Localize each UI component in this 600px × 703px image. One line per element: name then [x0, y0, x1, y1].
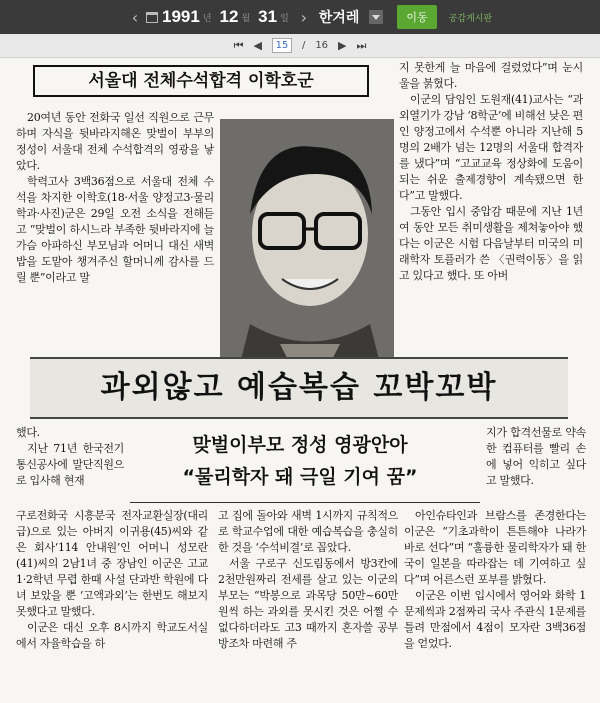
bottom-column-3	[404, 508, 586, 652]
day-value[interactable]: 31	[258, 7, 278, 26]
page-number-input[interactable]: 15	[272, 38, 292, 53]
newspaper-dropdown-button[interactable]	[369, 10, 383, 24]
paragraph: 이군의 담임인 도원재(41)교사는 “과외열기가 강남 ‘8학군’에 비해선 낮은 편인 양정고에서 수석뿐 아니라 지난해 5명의 2배가 넘는 12명의 서울대 합격자를 냈다”며 “고교교육 정상화에 도움이 되는 쉬운 출제경향이 계속됐으면 한다”고 말했다.	[399, 93, 583, 202]
date-navigation-bar	[0, 0, 600, 34]
column-1	[16, 110, 214, 286]
chevron-down-icon	[372, 15, 380, 20]
paragraph: 이군은 이번 입시에서 영어와 화학 1문제씩과 2점짜리 국사 주관식 1문제를 틀려 만점에서 4점이 모자란 3백36점을 얻었다.	[404, 589, 586, 650]
divider	[130, 502, 480, 503]
last-page-icon[interactable]: ⏭	[356, 38, 367, 52]
bottom-column-2	[218, 508, 398, 652]
month-value[interactable]: 12	[219, 7, 239, 26]
day-unit: 일	[280, 13, 289, 24]
newspaper-clipping	[0, 58, 600, 703]
paragraph: 지 못한게 늘 마음에 걸렸었다”며 눈시울을 붉혔다.	[399, 61, 583, 90]
article-headline: 서울대 전체수석합격 이학호군	[33, 65, 369, 97]
next-date-arrow-icon[interactable]: ›	[300, 7, 307, 27]
column-3	[399, 60, 583, 284]
paragraph: 했다.	[16, 426, 40, 439]
calendar-icon[interactable]	[146, 12, 158, 23]
paragraph: 학력고사 3백36점으로 서울대 전체 수석을 차지한 이학호(18·서울 양정고3·물리학과·사진)군은 29일 오전 소식을 전해듣고 “맞벌이 하시느라 부족한 뒷바라지에 늘 가슴 아파하신 부모님과 어머니 대신 새벽밥을 도맡아 챙겨주신 할머니께 감사를 드릴 뿐”이라고 말	[16, 175, 214, 284]
lower-left-column	[16, 425, 124, 489]
paragraph: 서울 구로구 신도림동에서 방3칸에 2천만원짜리 전세를 살고 있는 이군의 부모는 “박봉으로 과목당 50만~60만원씩 하는 과외를 못시킨 것은 어쩔 수 없다하더라도 고3 때까지 혼자쓸 공부방조차 마련해 주	[218, 557, 398, 650]
paragraph: 이군은 대신 오후 8시까지 학교도서실에서 자율학습을 하	[16, 621, 208, 650]
first-page-icon[interactable]: ⏮	[233, 38, 244, 52]
subheadline-2: “물리학자 돼 극일 기여 꿈”	[182, 466, 418, 488]
paragraph: 지난 71년 한국전기통신공사에 말단직원으로 입사해 현재	[16, 442, 124, 487]
banner-headline: 과외않고 예습복습 꼬박꼬박	[30, 357, 568, 419]
page-separator: /	[301, 40, 306, 51]
prev-page-icon[interactable]: ◀	[253, 39, 262, 52]
paragraph: 지가 합격선물로 약속한 컴퓨터를 빨리 손에 넣어 익히고 싶다고 말했다.	[486, 426, 586, 487]
month-unit: 월	[241, 13, 251, 24]
bottom-column-1	[16, 508, 208, 652]
go-button[interactable]: 이동	[397, 5, 436, 29]
next-page-icon[interactable]: ▶	[338, 39, 347, 52]
lower-right-column	[486, 425, 586, 489]
paragraph: 그동안 입시 중압감 때문에 지난 1년여 동안 모든 취미생활을 제쳐놓아야 했다는 이군은 시험 다음날부터 미국의 미래학자 토플러가 쓴 〈권력이동〉을 읽고 있다고 했다. 또 아버	[399, 205, 583, 282]
newspaper-name[interactable]: 한겨레	[318, 10, 360, 26]
prev-date-arrow-icon[interactable]: ‹	[131, 7, 139, 27]
paragraph: 20여년 동안 전화국 일선 직원으로 근무하며 자식을 뒷바라지해온 맞벌이 부부의 정성이 서울대 전체 수석합격의 영광을 낳았다.	[16, 111, 214, 172]
page-total: 16	[315, 40, 329, 51]
page-navigation-bar	[0, 34, 600, 58]
paragraph: 구로전화국 시흥분국 전자교환실장(대리급)으로 있는 아버지 이귀용(45)씨와 같은 회사‘114 안내원’인 어머니 성모란(41)씨의 2남1녀 중 장남인 이군은 고교 1·2학년 무렵 한때 사설 단과반 학원에 다녀 보았을 뿐 ‘고액과외’는 한번도 해보지 못했다고 말했다.	[16, 509, 208, 618]
year-unit: 년	[202, 13, 212, 24]
year-value[interactable]: 1991	[162, 7, 200, 26]
board-link[interactable]: 공감게시판	[448, 13, 493, 24]
subheadline-1: 맞벌이부모 정성 영광안아	[192, 434, 408, 456]
paragraph: 아인슈타인과 브람스를 존경한다는 이군은 “기초과학이 튼튼해야 나라가 바로 선다”며 “훌륭한 물리학자가 돼 한국이 일본을 따라잡는 데 기여하고 싶다”며 어른스런 포부를 밝혔다.	[404, 509, 586, 586]
paragraph: 고 집에 돌아와 새벽 1시까지 규칙적으로 학교수업에 대한 예습복습을 충실히 한 것을 ‘수석비결’로 꼽았다.	[218, 509, 398, 554]
